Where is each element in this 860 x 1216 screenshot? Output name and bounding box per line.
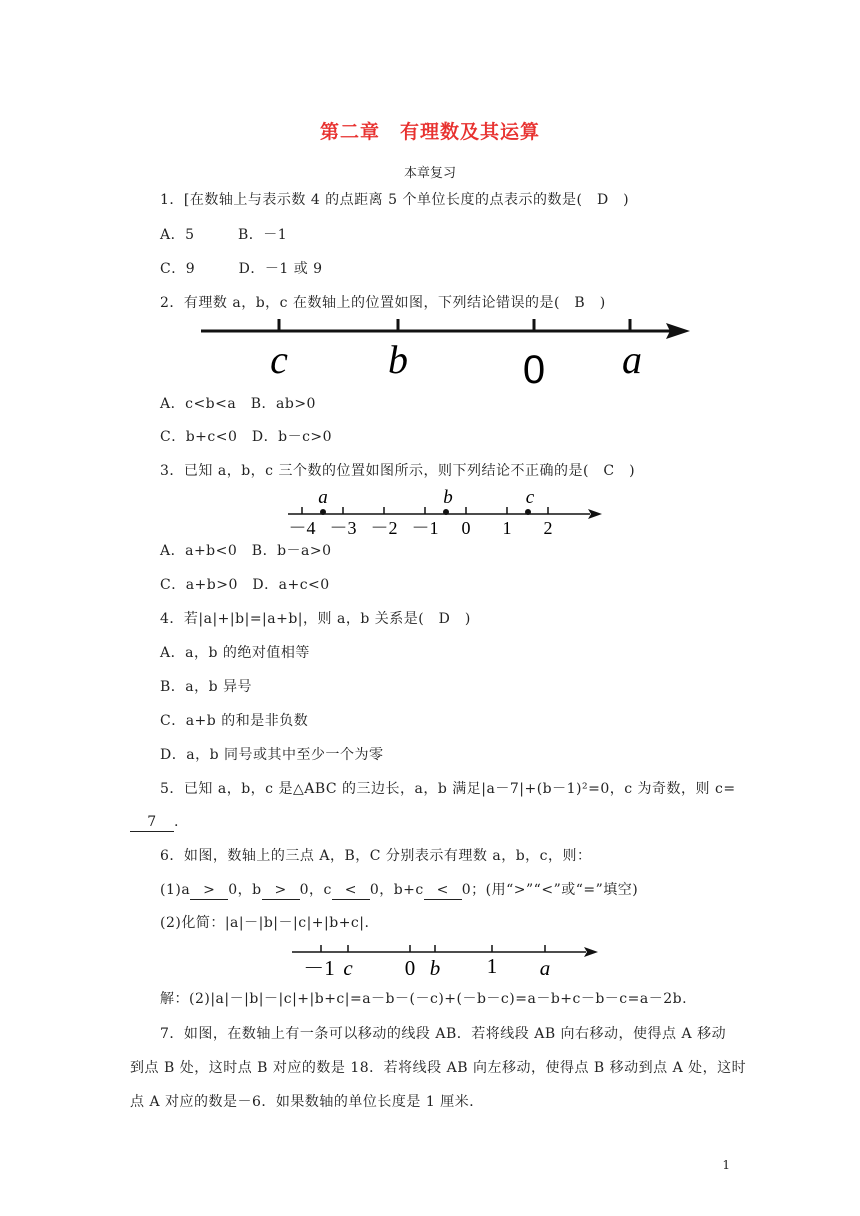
q5-end: . bbox=[174, 814, 179, 830]
q6-arrow-icon bbox=[584, 947, 598, 957]
q3-number-line bbox=[282, 484, 607, 540]
q6-part1: (1)a > 0，b > 0，c < 0，b+c < 0；(用“>”“<”或“=”填空) bbox=[160, 882, 639, 898]
q6-label-a: a bbox=[539, 956, 551, 980]
q2-options-ab: A．c<b<a B．ab>0 bbox=[160, 396, 316, 412]
q6-blank-c: < bbox=[332, 881, 370, 900]
q6-label-c: c bbox=[343, 956, 353, 980]
q2-label-c: c bbox=[270, 337, 288, 382]
q1-options-cd: C．9 D．－1 或 9 bbox=[160, 261, 323, 277]
q2-number-line bbox=[196, 315, 696, 390]
q6-blank-b: > bbox=[262, 881, 300, 900]
q4-option-d: D．a，b 同号或其中至少一个为零 bbox=[160, 747, 384, 763]
q5-answer-blank: 7 bbox=[130, 813, 174, 832]
q7-line-1: 7．如图，在数轴上有一条可以移动的线段 AB．若将线段 AB 向右移动，使得点 A 移动 bbox=[160, 1026, 727, 1042]
q3-options-cd: C．a+b>0 D．a+c<0 bbox=[160, 577, 330, 593]
q3-options-ab: A．a+b<0 B．b－a>0 bbox=[160, 543, 332, 559]
q5-stem: 5．已知 a，b，c 是△ABC 的三边长，a，b 满足|a－7|+(b－1)²=0，c 为奇数，则 c= bbox=[160, 781, 736, 797]
q3-stem: 3．已知 a，b，c 三个数的位置如图所示，则下列结论不正确的是( C ) bbox=[160, 463, 636, 479]
q2-label-a: a bbox=[622, 337, 642, 382]
q4-option-b: B．a，b 异号 bbox=[160, 679, 253, 695]
q2-label-b: b bbox=[388, 337, 408, 382]
q3-tick-label: 1 bbox=[502, 518, 512, 538]
q6-label-minus1: －1 bbox=[303, 956, 335, 980]
q3-tick-label: 0 bbox=[461, 518, 471, 538]
q6-part1-prefix: (1)a bbox=[160, 882, 191, 898]
q6-label-0: 0 bbox=[404, 956, 416, 980]
q2-options-cd: C．b+c<0 D．b－c>0 bbox=[160, 429, 333, 445]
q2-label-0: 0 bbox=[522, 348, 546, 390]
q4-option-c: C．a+b 的和是非负数 bbox=[160, 713, 309, 729]
q6-blank-a: > bbox=[190, 881, 228, 900]
q3-tick-label: －4 bbox=[288, 518, 316, 538]
q6-solution: 解：(2)|a|－|b|－|c|+|b+c|=a－b－(－c)+(－b－c)=a－b+c－b－c=a－2b. bbox=[160, 991, 688, 1007]
chapter-title: 第二章 有理数及其运算 bbox=[319, 121, 540, 143]
q6-part1-suffix: 0；(用“>”“<”或“=”填空) bbox=[461, 882, 639, 898]
q6-part2: (2)化简：|a|－|b|－|c|+|b+c|. bbox=[160, 915, 370, 931]
q3-tick-label: －3 bbox=[329, 518, 357, 538]
q6-label-b: b bbox=[429, 956, 441, 980]
q3-point-label-c: c bbox=[525, 487, 535, 508]
q6-number-line bbox=[286, 938, 606, 982]
q3-point-b bbox=[443, 509, 449, 515]
q6-label-1: 1 bbox=[486, 954, 498, 978]
q6-stem: 6．如图，数轴上的三点 A，B，C 分别表示有理数 a，b，c，则： bbox=[160, 848, 592, 864]
q3-point-label-b: b bbox=[443, 487, 453, 508]
q4-stem: 4．若|a|+|b|=|a+b|，则 a，b 关系是( D ) bbox=[160, 611, 471, 627]
q2-stem: 2．有理数 a，b，c 在数轴上的位置如图，下列结论错误的是( B ) bbox=[160, 295, 606, 311]
q3-point-c bbox=[525, 509, 531, 515]
q3-point-label-a: a bbox=[318, 487, 328, 508]
section-subtitle: 本章复习 bbox=[403, 166, 456, 181]
q3-tick-label: －1 bbox=[411, 518, 439, 538]
q7-line-2: 到点 B 处，这时点 B 对应的数是 18．若将线段 AB 向左移动，使得点 B 移动到点 A 处，这时 bbox=[130, 1060, 747, 1076]
q7-line-3: 点 A 对应的数是－6．如果数轴的单位长度是 1 厘米． bbox=[130, 1094, 484, 1110]
q6-blank-bc: < bbox=[424, 881, 462, 900]
q3-arrow-icon bbox=[588, 509, 602, 519]
q3-tick-label: 2 bbox=[543, 518, 553, 538]
q4-option-a: A．a，b 的绝对值相等 bbox=[160, 645, 310, 661]
q3-point-a bbox=[320, 509, 326, 515]
q1-options-ab: A．5 B．－1 bbox=[160, 227, 288, 243]
page-number: 1 bbox=[722, 1158, 730, 1172]
q1-stem: 1．[在数轴上与表示数 4 的点距离 5 个单位长度的点表示的数是( D ) bbox=[160, 192, 630, 208]
q5-answer-line bbox=[130, 813, 179, 832]
q3-tick-label: －2 bbox=[370, 518, 398, 538]
